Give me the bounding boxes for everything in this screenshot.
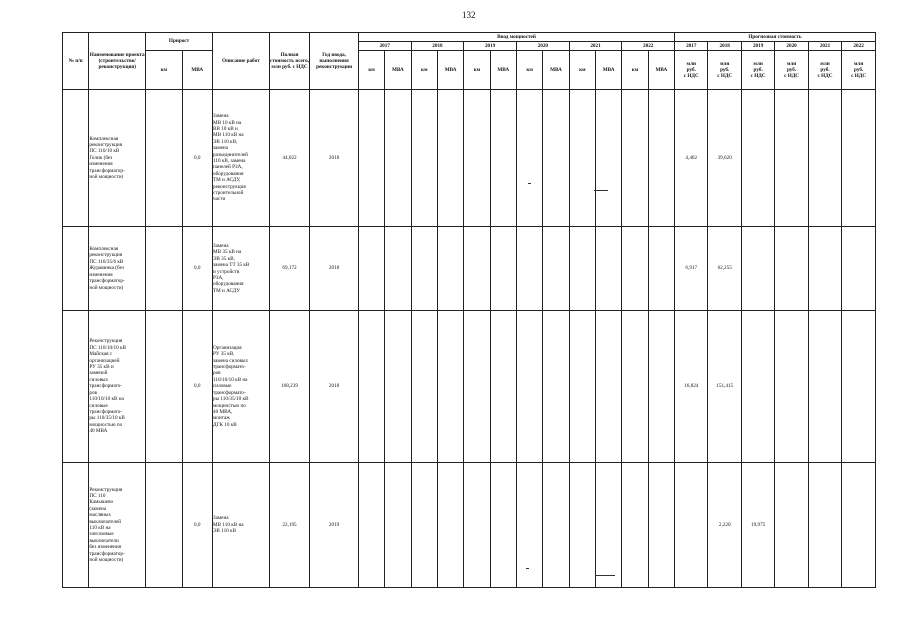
capacity-cell [411,90,437,227]
capacity-cell [622,227,648,311]
work-description-line: реконструкция [212,183,246,190]
capacity-cell [358,227,384,311]
scan-speck [526,568,529,569]
work-description-line: МВ 10 кВ на [212,119,242,126]
increase-mva-cell: 0,0 [182,227,212,311]
forecast-cost-cell [842,311,876,463]
project-name-line: без изменения [89,544,121,551]
work-description-line: ров [212,370,221,377]
project-name-line: 40 МВА [89,428,108,435]
project-name-line: ров [89,389,97,396]
header-increase-km: км [146,51,182,90]
work-description-cell [212,227,269,311]
header-unit-line: с НДС [717,73,733,80]
work-description-line: ВВ 10 кВ и [212,125,238,132]
header-capacity-year: 2017 [358,42,411,51]
header-unit-line: млн [820,60,830,67]
capacity-cell [543,90,569,227]
capacity-cell [648,90,674,227]
header-forecast-unit [741,51,774,90]
forecast-cost-cell [842,90,876,227]
work-description-line: трансформато- [212,389,246,396]
header-forecast-unit [775,51,808,90]
header-capacity-year: 2022 [622,42,675,51]
header-unit-line: млн [753,60,763,67]
increase-km-cell [146,227,182,311]
capacity-cell [543,463,569,588]
capacity-cell [464,227,490,311]
header-year-commissioning: Год ввода, выполнения реконструкции [310,33,359,90]
forecast-cost-cell [842,227,876,311]
capacity-cell [622,463,648,588]
capacity-cell [569,463,595,588]
header-unit-line: млн [853,60,864,67]
forecast-cost-cell [808,311,841,463]
forecast-cost-cell [741,227,774,311]
project-name-line: Комплексная [89,135,119,142]
work-description-line: ЭВ 35 кВ, [212,255,235,262]
header-forecast-unit [675,51,708,90]
project-name-line: Журавинка (без [89,265,124,272]
capacity-cell [385,90,411,227]
work-description-line: части [212,196,226,203]
header-forecast-unit [808,51,841,90]
forecast-cost-cell [842,463,876,588]
project-name-line: трансформатор- [89,550,125,557]
header-unit-line: руб. [820,66,830,73]
header-capacity-mva: МВА [596,51,622,90]
project-name-line: трансформато- [89,383,123,390]
work-description-line: строительной [212,190,244,197]
header-capacity-mva: МВА [385,51,411,90]
project-name-line: ПС 110 [89,492,106,499]
capacity-cell [411,227,437,311]
capacity-cell [490,227,516,311]
capacity-cell [490,311,516,463]
capacity-cell [622,311,648,463]
header-work-description: Описание работ [212,33,269,90]
project-name-cell [89,90,146,227]
project-name-line: ной мощности) [89,284,124,291]
header-unit-line: млн [786,60,797,67]
increase-km-cell [146,90,182,227]
header-capacity-year: 2020 [516,42,569,51]
header-forecast-unit [842,51,876,90]
project-name-line: силовых [89,376,109,383]
work-description-line: 40 МВА, [212,408,233,415]
total-cost-cell: 168,239 [269,311,310,463]
project-name-line: Реконструкция [89,338,123,345]
header-capacity-mva: МВА [490,51,516,90]
header-unit-line: руб. [854,66,864,73]
investment-table [62,32,876,588]
work-description-line: и устройств [212,268,240,275]
header-forecast-year: 2018 [708,42,741,51]
header-unit-line: руб. [720,66,730,73]
forecast-cost-cell [775,311,808,463]
project-name-line: трансформатор- [89,167,125,174]
work-description-line: ЭВ 110 кВ, [212,138,238,145]
project-name-line: выключателей [89,518,122,525]
header-unit-line: руб. [786,66,797,73]
header-row-number: № п/п [63,33,89,90]
header-capacity-mva: МВА [437,51,463,90]
capacity-cell [358,311,384,463]
capacity-cell [622,90,648,227]
row-number-cell [63,90,89,227]
header-capacity-year: 2018 [411,42,464,51]
header-forecast-year: 2017 [675,42,708,51]
work-description-line: 110 кВ, замена [212,158,246,164]
project-name-line: мощностью по [89,421,123,428]
capacity-cell [648,463,674,588]
header-forecast-year: 2019 [741,42,774,51]
work-description-line: ТМ и АСДУ, [212,177,241,184]
forecast-cost-cell [675,463,708,588]
work-description-line: монтаж [212,415,230,422]
header-capacity-year: 2021 [569,42,622,51]
capacity-cell [569,227,595,311]
project-name-line: масляных [89,512,112,519]
project-name-line: Реконструкция [89,486,123,493]
year-cell: 2018 [310,227,359,311]
capacity-cell [516,463,542,588]
project-name-line: ной мощности) [89,557,124,564]
header-capacity-km: км [569,51,595,90]
header-forecast-year: 2021 [808,42,841,51]
capacity-cell [464,90,490,227]
work-description-line: РЗА, [212,274,224,281]
capacity-cell [648,227,674,311]
table-row [63,311,876,463]
header-unit-line: руб. [753,66,763,73]
work-description-line: оборудования [212,170,244,177]
capacity-cell [596,463,622,588]
work-description-cell [212,463,269,588]
project-name-line: изменения [89,161,113,168]
project-name-line: ры 110/35/10 кВ [89,415,125,422]
capacity-cell [437,227,463,311]
header-capacity-km: км [516,51,542,90]
forecast-cost-cell [808,90,841,227]
forecast-cost-cell [808,227,841,311]
header-unit-line: руб. [686,66,696,73]
year-cell: 2018 [310,90,359,227]
capacity-cell [490,90,516,227]
work-description-line: замена силовых [212,357,249,364]
capacity-cell [385,311,411,463]
capacity-cell [516,90,542,227]
capacity-cell [464,311,490,463]
header-project-name: Наименование проекта (строительство/ реконструкция) [89,33,146,90]
total-cost-cell: 69,172 [269,227,310,311]
header-capacity-mva: МВА [543,51,569,90]
capacity-cell [358,90,384,227]
table-row [63,463,876,588]
work-description-line: ДГК 10 кВ [212,421,237,428]
forecast-cost-cell: 4,402 [675,90,708,227]
project-name-line: элегазовые [89,531,114,538]
work-description-line: МВ 110 кВ на [212,132,244,139]
capacity-cell [437,463,463,588]
header-capacity-km: км [358,51,384,90]
header-forecast-year: 2020 [775,42,808,51]
project-name-line: заменой [89,370,108,377]
page-number: 132 [462,10,476,20]
scan-speck [528,183,531,184]
project-name-line: реконструкция [89,141,123,148]
capacity-cell [411,463,437,588]
header-forecast-cost: Прогнозная стоимость [675,33,876,42]
project-name-line: Голик (без [89,154,113,161]
work-description-cell [212,90,269,227]
work-description-line: МВ 110 кВ на [212,521,244,528]
header-unit-line: с НДС [683,73,699,80]
capacity-cell [648,311,674,463]
project-name-line: РУ 35 кВ и [89,364,114,371]
capacity-cell [596,227,622,311]
capacity-cell [437,90,463,227]
row-number-cell [63,311,89,463]
header-increase: Прирост [146,33,213,51]
increase-mva-cell: 0,0 [182,90,212,227]
project-name-line: Камышево [89,499,114,506]
work-description-line: оборудования [212,281,244,288]
forecast-cost-cell: 151,415 [708,311,741,463]
header-unit-line: с НДС [750,73,766,80]
work-description-line: ры 110/35/10 кВ [212,396,249,403]
work-description-line: трансформато- [212,364,246,371]
project-name-line: Комплексная [89,246,119,253]
forecast-cost-cell: 62,255 [708,227,741,311]
forecast-cost-cell [741,311,774,463]
increase-km-cell [146,311,182,463]
forecast-cost-cell: 19,975 [741,463,774,588]
header-capacity-km: км [622,51,648,90]
project-name-line: организацией [89,357,120,364]
table-row [63,227,876,311]
work-description-cell [212,311,269,463]
scan-speck [595,575,615,576]
total-cost-cell: 22,195 [269,463,310,588]
work-description-line: мощностью по [212,402,246,409]
project-name-line: ПС 110/10 кВ [89,148,120,155]
capacity-cell [596,90,622,227]
forecast-cost-cell [775,90,808,227]
header-capacity-mva: МВА [648,51,674,90]
total-cost-cell: 44,022 [269,90,310,227]
project-name-cell [89,463,146,588]
capacity-cell [543,227,569,311]
row-number-cell [63,227,89,311]
work-description-line: Замена [212,113,229,120]
capacity-cell [464,463,490,588]
work-description-line: 110/10/10 кВ на [212,376,248,383]
header-increase-mva: МВА [182,51,212,90]
project-name-line: ной мощности) [89,174,124,181]
header-unit-line: с НДС [817,73,833,80]
forecast-cost-cell: 2,220 [708,463,741,588]
project-name-line: выключатели [89,537,119,544]
project-name-cell [89,227,146,311]
increase-mva-cell: 0,0 [182,463,212,588]
work-description-line: ЭВ 110 кВ [212,528,237,535]
project-name-cell [89,311,146,463]
project-name-line: Майская с [89,351,113,358]
capacity-cell [569,311,595,463]
table-row [63,90,876,227]
work-description-line: ТМ и АСДУ [212,287,241,294]
project-name-line: трансформато- [89,408,123,415]
increase-mva-cell: 0,0 [182,311,212,463]
capacity-cell [385,227,411,311]
header-capacity-km: км [464,51,490,90]
capacity-cell [516,311,542,463]
forecast-cost-cell [775,463,808,588]
project-name-line: трансформатор- [89,278,125,285]
project-name-line: силовые [89,402,108,409]
capacity-cell [385,463,411,588]
project-name-line: 110 кВ на [89,525,111,531]
project-name-line: 110/10/10 кВ на [89,396,124,403]
header-capacity-year: 2019 [464,42,517,51]
forecast-cost-cell: 39,620 [708,90,741,227]
work-description-line: Замена [212,515,229,522]
work-description-line: замена [212,145,228,152]
header-total-cost: Полная стоимость всего, млн руб. с НДС [269,33,310,90]
project-name-line: (замена [89,505,107,512]
header-unit-line: млн [719,60,730,67]
forecast-cost-cell: 6,917 [675,227,708,311]
capacity-cell [516,227,542,311]
work-description-line: Замена [212,242,229,249]
header-forecast-year: 2022 [842,42,876,51]
work-description-line: замена ТТ 35 кВ [212,262,250,269]
project-name-line: ПС 110/35/6 кВ [89,258,124,265]
capacity-cell [543,311,569,463]
project-name-line: изменения [89,271,113,278]
capacity-cell [490,463,516,588]
capacity-cell [358,463,384,588]
forecast-cost-cell: 16,824 [675,311,708,463]
forecast-cost-cell [808,463,841,588]
header-capacity-km: км [411,51,437,90]
header-capacity-input: Ввод мощностей [358,33,674,42]
capacity-cell [411,311,437,463]
work-description-line: панелей РЗА, [212,164,243,171]
header-unit-line: с НДС [784,73,800,80]
forecast-cost-cell [775,227,808,311]
capacity-cell [596,311,622,463]
year-cell: 2019 [310,463,359,588]
header-unit-line: млн [686,60,696,67]
header-unit-line: с НДС [851,73,867,80]
project-name-line: реконструкция [89,252,123,259]
work-description-line: МВ 35 кВ на [212,249,242,256]
work-description-line: РУ 35 кВ, [212,351,235,358]
forecast-cost-cell [741,90,774,227]
header-forecast-unit [708,51,741,90]
row-number-cell [63,463,89,588]
work-description-line: Организация [212,344,242,351]
capacity-cell [437,311,463,463]
project-name-line: ПС 110/10/10 кВ [89,344,126,351]
increase-km-cell [146,463,182,588]
scan-speck [594,190,608,191]
capacity-cell [569,90,595,227]
work-description-line: силовые [212,383,232,390]
year-cell: 2018 [310,311,359,463]
work-description-line: разъединителей [212,151,248,158]
